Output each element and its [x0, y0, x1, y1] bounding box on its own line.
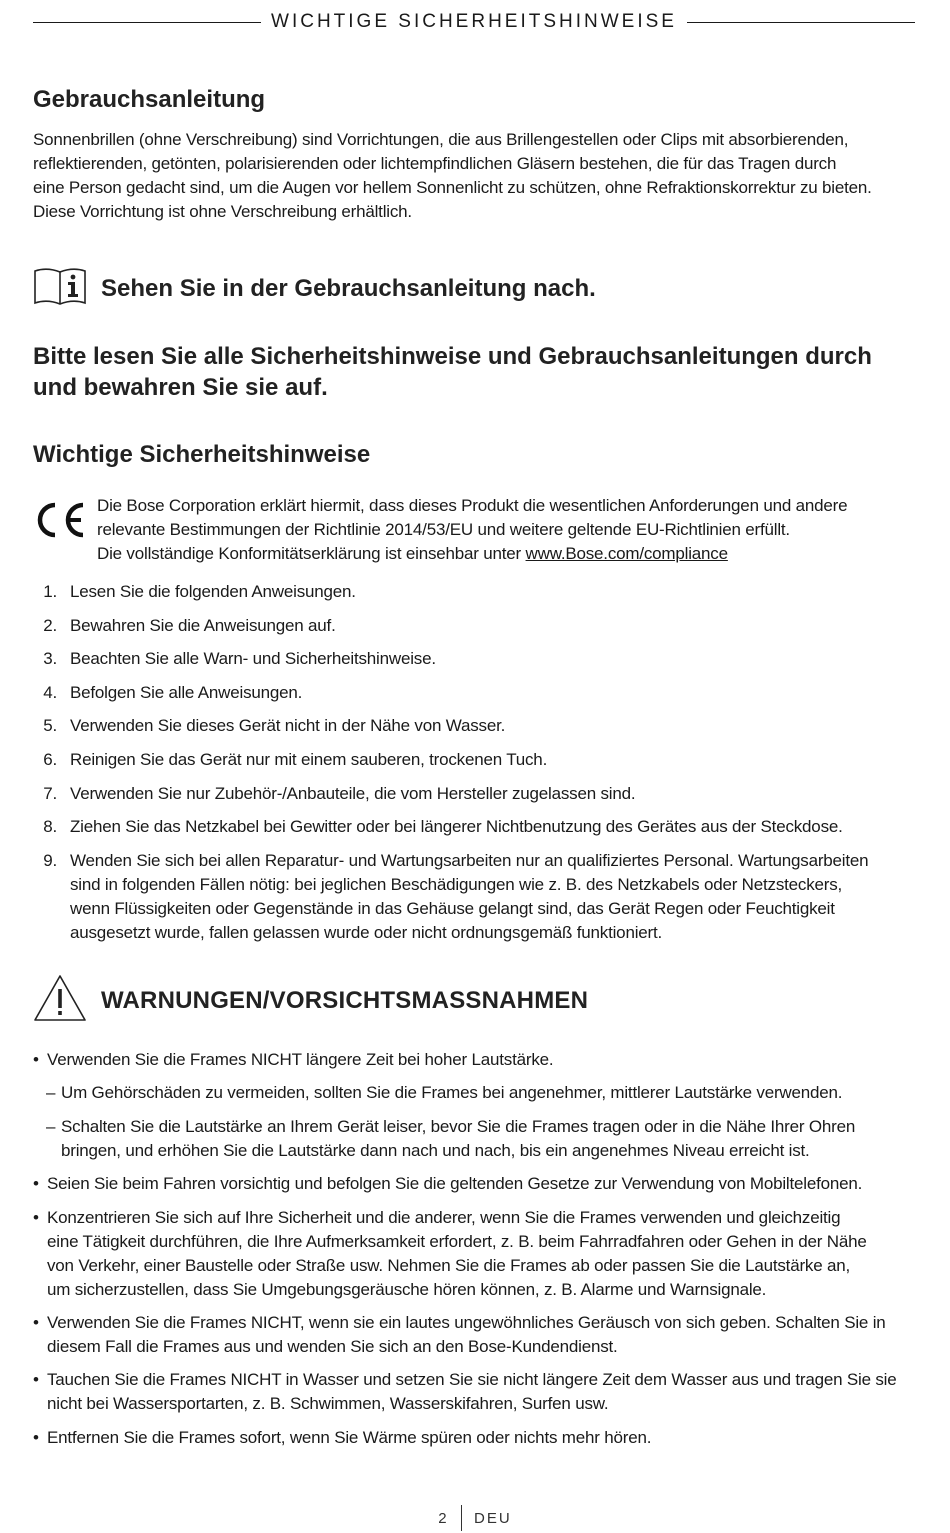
bullet-marker: •: [33, 1370, 39, 1390]
warning-item: [33, 1048, 913, 1072]
warning-line: diesem Fall die Frames aus und wenden Sie sich an den Bose-Kundendienst.: [47, 1336, 618, 1356]
notice-line: Bitte lesen Sie alle Sicherheitshinweise und Gebrauchsanleitungen durch: [33, 343, 872, 370]
safety-instructions-list: [33, 580, 913, 954]
header-title: WICHTIGE SICHERHEITSHINWEISE: [271, 11, 677, 32]
warning-line: von Verkehr, einer Baustelle oder Straße usw. Nehmen Sie die Frames ab oder passen Sie die Lautstärke an,: [47, 1255, 851, 1275]
page-number: 2: [438, 1509, 449, 1527]
ce-declaration-text: [97, 494, 917, 566]
warning-line: um sicherzustellen, dass Sie Umgebungsgeräusche hören können, z. B. Alarme und Warnsignale.: [47, 1279, 767, 1299]
list-item-number: 6.: [43, 749, 57, 769]
manual-reference-text: Sehen Sie in der Gebrauchsanleitung nach.: [101, 274, 596, 302]
list-item: [33, 815, 913, 839]
warning-item: [33, 1311, 913, 1359]
list-item: [33, 614, 913, 638]
paragraph-line: reflektierenden, getönten, polarisierenden oder lichtempfindlichen Gläsern bestehen, die für das Tragen durch: [33, 154, 837, 173]
list-item-line: Bewahren Sie die Anweisungen auf.: [70, 615, 336, 635]
bullet-marker: •: [33, 1312, 39, 1332]
paragraph-line: Sonnenbrillen (ohne Verschreibung) sind Vorrichtungen, die aus Brillengestellen oder Clips mit absorbierenden,: [33, 130, 849, 149]
compliance-link[interactable]: www.Bose.com/compliance: [525, 544, 728, 563]
warning-line: eine Tätigkeit durchführen, die Ihre Aufmerksamkeit erfordert, z. B. beim Fahrradfahren oder Gehen in der Nähe: [47, 1231, 867, 1251]
list-item-number: 4.: [43, 682, 57, 702]
list-item-line: wenn Flüssigkeiten oder Gegenstände in das Gehäuse gelangt sind, das Gerät Regen oder Feuchtigkeit: [70, 898, 835, 918]
warning-line: Verwenden Sie die Frames NICHT, wenn sie ein lautes ungewöhnliches Geräusch von sich geben. Schalten Sie in: [47, 1312, 886, 1332]
dash-marker: –: [46, 1083, 56, 1103]
list-item: [33, 647, 913, 671]
list-item-line: Befolgen Sie alle Anweisungen.: [70, 682, 303, 702]
bullet-marker: •: [33, 1174, 39, 1194]
bullet-marker: •: [33, 1207, 39, 1227]
list-item-line: ausgesetzt wurde, fallen gelassen wurde oder nicht ordnungsgemäß funktioniert.: [70, 922, 663, 942]
warning-line: Entfernen Sie die Frames sofort, wenn Sie Wärme spüren oder nichts mehr hören.: [47, 1427, 652, 1447]
warnings-list: [33, 1048, 913, 1459]
warning-line: Tauchen Sie die Frames NICHT in Wasser und setzen Sie sie nicht längere Zeit dem Wasser aus und tragen Sie sie: [47, 1370, 897, 1390]
header-rule-right: [687, 22, 915, 23]
warning-item: [33, 1368, 913, 1416]
list-item-number: 1.: [43, 582, 57, 601]
warning-line: Seien Sie beim Fahren vorsichtig und befolgen Sie die geltenden Gesetze zur Verwendung von Mobiltelefonen.: [47, 1174, 863, 1194]
warning-line: Konzentrieren Sie sich auf Ihre Sicherheit und die anderer, wenn Sie die Frames verwenden und gleichzeitig: [47, 1207, 841, 1227]
paragraph-line: Diese Vorrichtung ist ohne Verschreibung erhältlich.: [33, 202, 412, 221]
warning-item: [33, 1426, 913, 1450]
warnings-header: [33, 974, 588, 1027]
warning-line: Um Gehörschäden zu vermeiden, sollten Sie die Frames bei angenehmer, mittlerer Lautstärke verwenden.: [61, 1083, 843, 1103]
footer-divider: [461, 1505, 462, 1531]
ce-line-text: Die vollständige Konformitätserklärung ist einsehbar unter: [97, 544, 526, 563]
section-heading-gebrauchsanleitung: Gebrauchsanleitung: [33, 86, 266, 113]
list-item-line: Wenden Sie sich bei allen Reparatur- und Wartungsarbeiten nur an qualifiziertes Personal. Wartungsarbeiten: [70, 850, 869, 870]
list-item: [33, 782, 913, 806]
list-item-number: 9.: [43, 850, 57, 870]
section-heading-sicherheitshinweise: Wichtige Sicherheitshinweise: [33, 441, 371, 468]
list-item-line: Lesen Sie die folgenden Anweisungen.: [70, 582, 356, 601]
list-item: [33, 714, 913, 738]
intended-use-paragraph: [33, 128, 913, 224]
warnings-heading: WARNUNGEN/VORSICHTSMASSNAHMEN: [101, 986, 589, 1014]
list-item-number: 7.: [43, 783, 57, 803]
bullet-marker: •: [33, 1427, 39, 1447]
list-item: [33, 748, 913, 772]
warning-item: [33, 1206, 913, 1302]
paragraph-line: eine Person gedacht sind, um die Augen vor hellem Sonnenlicht zu schützen, ohne Refraktionskorrektur zu bieten.: [33, 178, 872, 197]
warning-line: nicht bei Wassersportarten, z. B. Schwimmen, Wasserskifahren, Surfen usw.: [47, 1394, 609, 1414]
book-info-icon: [33, 266, 87, 311]
list-item-number: 5.: [43, 716, 57, 736]
warning-line: bringen, und erhöhen Sie die Lautstärke dann nach und nach, bis ein angenehmes Niveau erreicht ist.: [61, 1140, 810, 1160]
list-item-line: Ziehen Sie das Netzkabel bei Gewitter oder bei längerer Nichtbenutzung des Gerätes aus der Steckdose.: [70, 817, 843, 837]
notice-line: und bewahren Sie sie auf.: [33, 374, 328, 401]
warning-line: Schalten Sie die Lautstärke an Ihrem Gerät leiser, bevor Sie die Frames tragen oder in die Nähe Ihrer Ohren: [61, 1116, 856, 1136]
ce-line: Die Bose Corporation erklärt hiermit, dass dieses Produkt die wesentlichen Anforderungen und andere: [97, 496, 848, 515]
list-item-number: 8.: [43, 817, 57, 837]
header-rule-left: [33, 22, 261, 23]
list-item-number: 2.: [43, 615, 57, 635]
warning-subitem: [33, 1115, 913, 1163]
list-item: [33, 681, 913, 705]
dash-marker: –: [46, 1116, 56, 1136]
warning-line: Verwenden Sie die Frames NICHT längere Zeit bei hoher Lautstärke.: [47, 1050, 554, 1069]
read-instructions-notice: [33, 341, 913, 403]
bullet-marker: •: [33, 1050, 39, 1069]
list-item-number: 3.: [43, 649, 57, 669]
list-item: [33, 580, 913, 604]
list-item-line: Beachten Sie alle Warn- und Sicherheitshinweise.: [70, 649, 436, 669]
list-item-line: Reinigen Sie das Gerät nur mit einem sauberen, trockenen Tuch.: [70, 749, 548, 769]
list-item-line: Verwenden Sie nur Zubehör-/Anbauteile, die vom Hersteller zugelassen sind.: [70, 783, 636, 803]
warning-triangle-icon: [33, 974, 87, 1027]
list-item-line: sind in folgenden Fällen nötig: bei jeglichen Beschädigungen wie z. B. des Netzkabels oder Netzsteckers,: [70, 874, 843, 894]
list-item: [33, 849, 913, 945]
page-footer: [0, 1503, 950, 1533]
ce-mark-icon: [33, 502, 85, 543]
manual-reference-note: [33, 266, 596, 311]
ce-line: relevante Bestimmungen der Richtlinie 2014/53/EU und weitere geltende EU-Richtlinien erfüllt.: [97, 520, 790, 539]
page-header: [33, 8, 915, 36]
list-item-line: Verwenden Sie dieses Gerät nicht in der Nähe von Wasser.: [70, 716, 506, 736]
ce-line: [97, 542, 917, 566]
warning-item: [33, 1172, 913, 1196]
language-code: DEU: [474, 1509, 512, 1527]
warning-subitem: [33, 1081, 913, 1105]
